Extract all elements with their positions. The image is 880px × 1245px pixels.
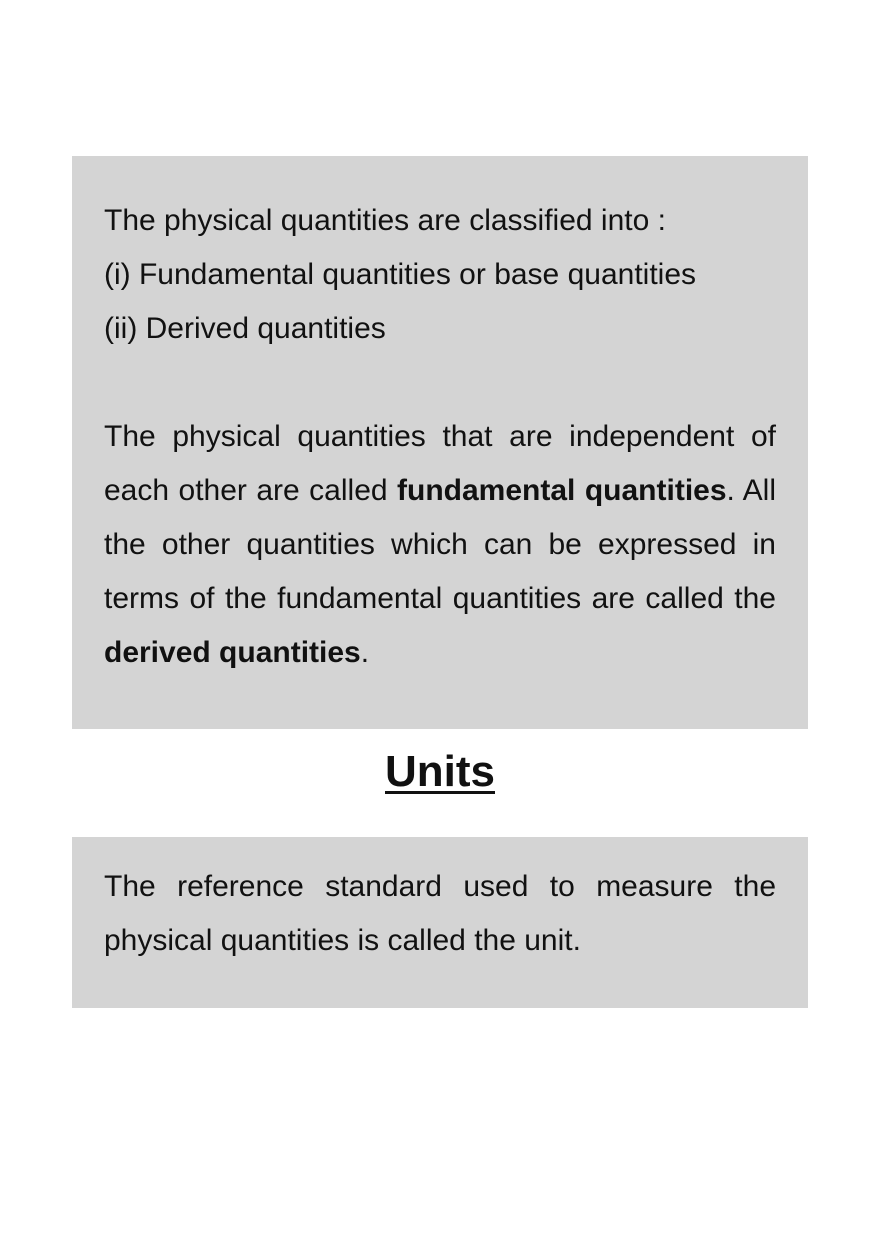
classification-box bbox=[72, 156, 808, 729]
classification-intro: The physical quantities are classified into : bbox=[104, 204, 666, 237]
spacer bbox=[104, 356, 776, 410]
classification-item-1: (i) Fundamental quantities or base quantities bbox=[104, 258, 697, 291]
quantities-definition bbox=[104, 410, 776, 680]
definition-text-2: . All the other quantities which can be expressed in terms of the fundamental quantities are called the bbox=[104, 474, 777, 615]
units-heading: Units bbox=[385, 747, 495, 796]
units-definition: The reference standard used to measure the physical quantities is called the unit. bbox=[104, 870, 776, 957]
definition-text-1: The physical quantities that are independent of each other are called bbox=[104, 420, 776, 507]
term-derived-quantities: derived quantities bbox=[104, 636, 361, 669]
definition-text-3: . bbox=[360, 636, 370, 669]
classification-item-2: (ii) Derived quantities bbox=[104, 312, 386, 345]
term-fundamental-quantities: fundamental quantities bbox=[397, 474, 727, 507]
units-box bbox=[72, 837, 808, 1008]
